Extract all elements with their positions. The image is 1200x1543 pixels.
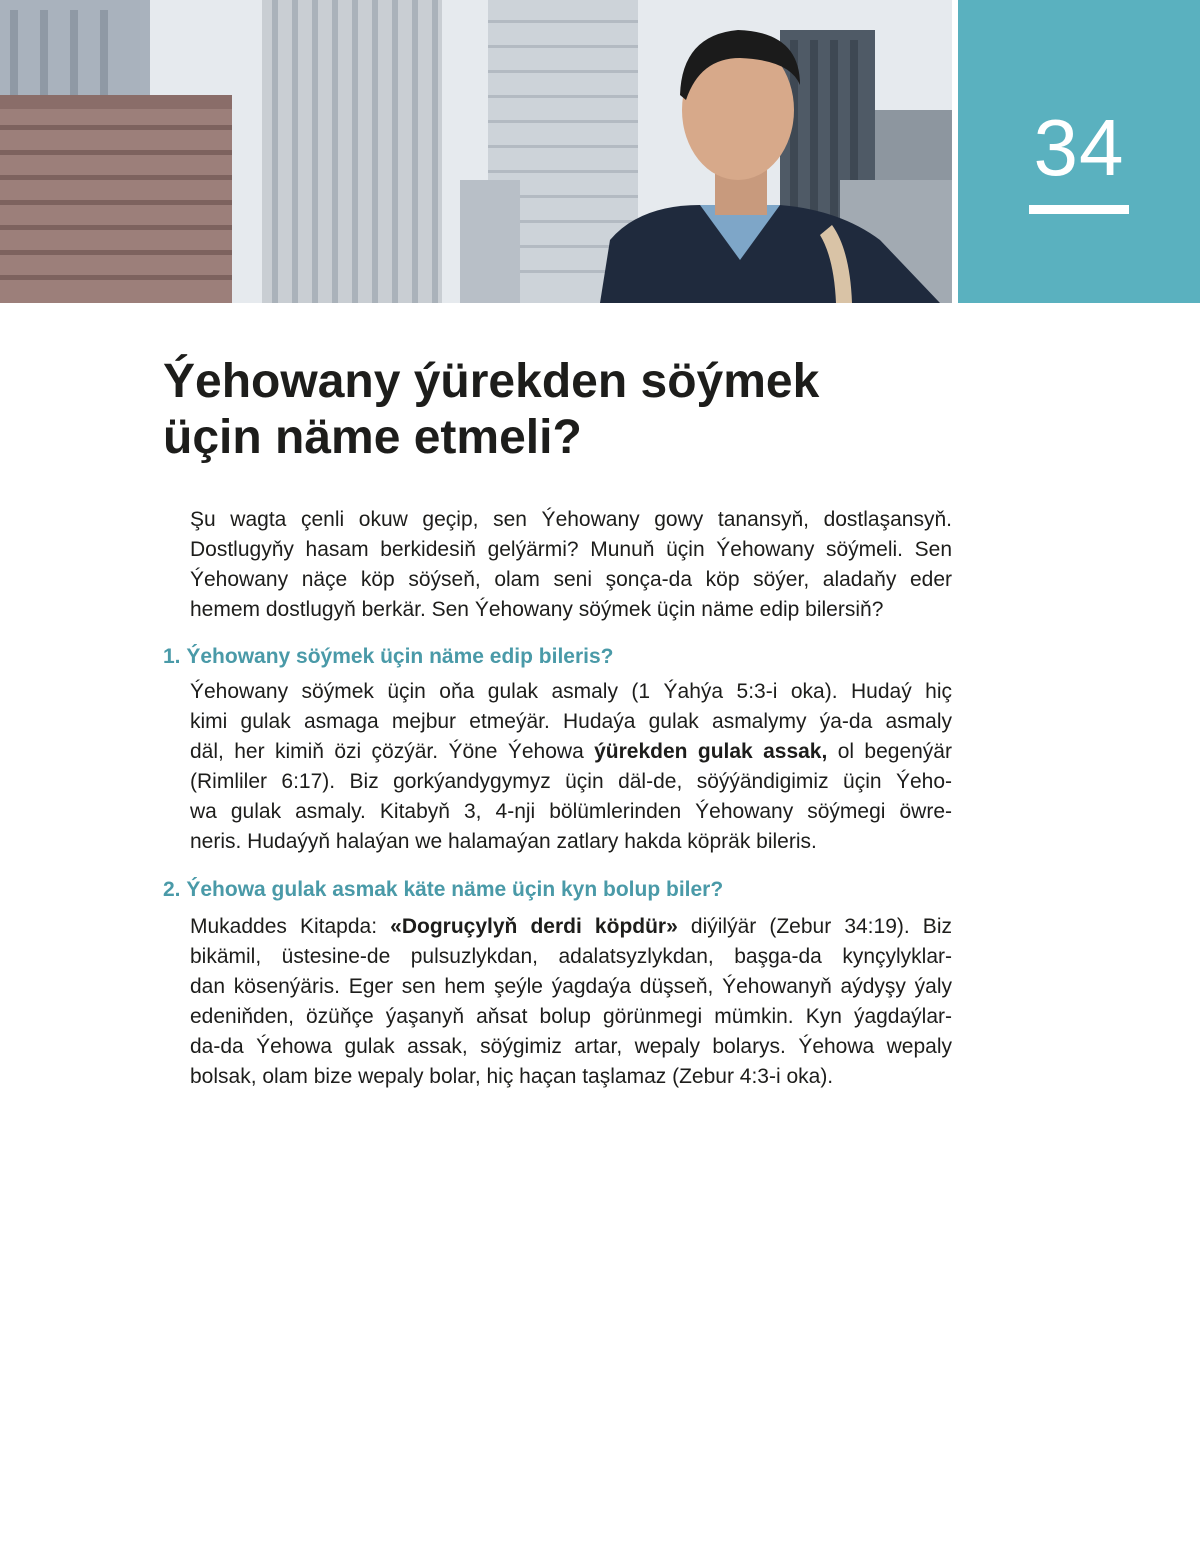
answer-line: da-da Ýehowa gulak assak, söýgimiz artar, wepaly bolarys. Ýehowa wepaly [190,1035,952,1058]
answer-text: Mukaddes Kitapda: [190,915,391,938]
answer-bold-phrase: ýürekden gulak assak, [594,740,828,763]
title-line-2: üçin näme etmeli? [163,411,582,464]
answer-text: diýilýär (Zebur 34:19). Biz [677,915,952,938]
lesson-number-underline [1029,205,1129,214]
answer-line: edeniňden, özüňçe ýaşanyň aňsat bolup görünmegi mümkin. Kyn ýagdaýlar- [190,1005,952,1028]
answer-line [190,912,952,942]
answer-2-paragraph [190,912,952,1092]
answer-line: neris. Hudaýyň halaýan we halamaýan zatlary hakda köpräk bileris. [190,830,817,853]
city-skyline-illustration [0,0,952,303]
scripture-quote: «Dogruçylyň derdi köpdür» [390,915,678,938]
intro-line: hemem dostlugyň berkär. Sen Ýehowany söýmek üçin näme edip bilersiň? [190,598,884,621]
page-title [163,354,923,466]
answer-line [190,737,952,767]
answer-line: wa gulak asmaly. Kitabyň 3, 4-nji bölümlerinden Ýehowany söýmegi öwre- [190,800,952,823]
intro-line: Şu wagta çenli okuw geçip, sen Ýehowany gowy tanansyň, dostlaşansyň. [190,508,952,531]
hero-photo [0,0,952,303]
answer-line: Ýehowany söýmek üçin oňa gulak asmaly (1 Ýahýa 5:3-i oka). Hudaý hiç [190,680,952,703]
answer-1-paragraph [190,677,952,857]
question-1-heading: 1. Ýehowany söýmek üçin näme edip bileris? [163,645,614,668]
answer-line: bikämil, üstesine-de pulsuzlykdan, adalatsyzlykdan, başga-da kynçylyklar- [190,945,952,968]
title-line-1: Ýehowany ýürekden söýmek [163,355,820,408]
answer-line: bolsak, olam bize wepaly bolar, hiç haçan taşlamaz (Zebur 4:3-i oka). [190,1065,834,1088]
intro-paragraph [190,505,952,625]
lesson-number-box [958,0,1200,303]
question-2-heading: 2. Ýehowa gulak asmak käte näme üçin kyn bolup biler? [163,878,724,901]
lesson-number: 34 [1033,103,1125,192]
answer-line: dan kösenýäris. Eger sen hem şeýle ýagdaýa düşseň, Ýehowanyň aýdyşy ýaly [190,975,952,998]
answer-text: däl, her kimiň özi çözýär. Ýöne Ýehowa [190,740,595,763]
intro-line: Dostlugyňy hasam berkidesiň gelýärmi? Munuň üçin Ýehowany söýmeli. Sen [190,538,952,561]
answer-line: (Rimliler 6:17). Biz gorkýandygymyz üçin däl-de, söýýändigimiz üçin Ýeho- [190,770,952,793]
answer-text: ol begenýär [827,740,952,763]
intro-line: Ýehowany näçe köp söýseň, olam seni şonça-da köp söýer, aladaňy eder [190,568,952,591]
answer-line: kimi gulak asmaga mejbur etmeýär. Hudaýa gulak asmalymy ýa-da asmaly [190,710,952,733]
